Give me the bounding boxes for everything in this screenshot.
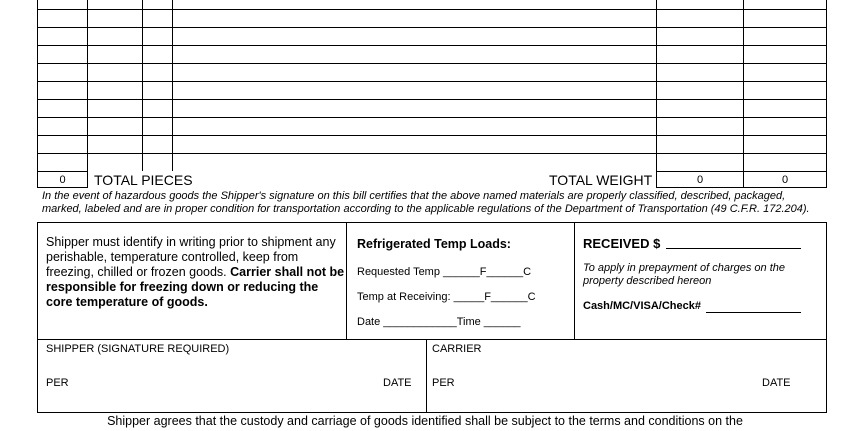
grid-col-line: [37, 0, 38, 171]
shipper-signature-label: SHIPPER (SIGNATURE REQUIRED): [46, 343, 230, 355]
grid-row-line: [37, 81, 827, 82]
temp-at-receiving-field[interactable]: Temp at Receiving: _____F______C: [357, 291, 536, 303]
box-divider: [574, 223, 575, 340]
grid-col-line: [87, 0, 88, 171]
grid-row-line: [37, 45, 827, 46]
total-weight-value-2[interactable]: 0: [743, 171, 827, 188]
payment-method-field[interactable]: [706, 312, 801, 313]
grid-col-line: [826, 0, 827, 171]
requested-temp-field[interactable]: Requested Temp ______F______C: [357, 266, 532, 278]
terms-footer: Shipper agrees that the custody and carriage of goods identified shall be subject to the terms and conditions on the: [107, 414, 743, 428]
carrier-label: CARRIER: [432, 343, 482, 355]
total-weight-label: TOTAL WEIGHT: [549, 172, 653, 188]
prepayment-note: To apply in prepayment of charges on the property described hereon: [583, 262, 786, 287]
total-pieces-count[interactable]: 0: [37, 171, 88, 188]
grid-row-line: [37, 27, 827, 28]
grid-row-line: [37, 117, 827, 118]
grid-col-line: [142, 0, 143, 171]
date-time-field[interactable]: Date ____________Time ______: [357, 316, 521, 328]
carrier-date-field[interactable]: DATE: [762, 377, 791, 389]
grid-row-line: [37, 135, 827, 136]
total-weight-value-1[interactable]: 0: [656, 171, 744, 188]
grid-col-line: [743, 0, 744, 171]
grid-row-line: [37, 153, 827, 154]
total-pieces-label: TOTAL PIECES: [94, 172, 193, 188]
shipper-perishable-notice: [46, 235, 346, 310]
grid-row-line: [37, 9, 827, 10]
box-divider: [346, 223, 347, 340]
grid-col-line: [656, 0, 657, 171]
carrier-liability-text: Carrier shall not be responsible for freezing down or reducing the core temperature of goods.: [46, 265, 345, 309]
hazardous-goods-notice: In the event of hazardous goods the Shipper's signature on this bill certifies that the above named materials are properly classified, described, packaged, marked, labeled and are in proper condition for transportation according to the applicable regulations of the Department of Transportation (49 C.F.R. 172.204).: [42, 190, 810, 215]
refrigerated-title: Refrigerated Temp Loads:: [357, 237, 511, 251]
payment-method-label: Cash/MC/VISA/Check#: [583, 300, 701, 312]
shipper-per-field[interactable]: PER: [46, 377, 69, 389]
received-amount-label: RECEIVED $: [583, 236, 661, 251]
carrier-per-field[interactable]: PER: [432, 377, 455, 389]
grid-row-line: [37, 63, 827, 64]
received-amount-field[interactable]: [666, 248, 801, 249]
signature-divider: [426, 340, 427, 412]
shipper-date-field[interactable]: DATE: [383, 377, 412, 389]
shipper-note-text: Shipper must identify in writing prior to shipment any perishable, temperature controlled, keep from freezing, chilled or frozen goods.: [46, 235, 336, 279]
totals-row: [37, 171, 827, 189]
grid-col-line: [172, 0, 173, 171]
freight-line-items-grid: [37, 0, 827, 171]
grid-row-line: [37, 99, 827, 100]
